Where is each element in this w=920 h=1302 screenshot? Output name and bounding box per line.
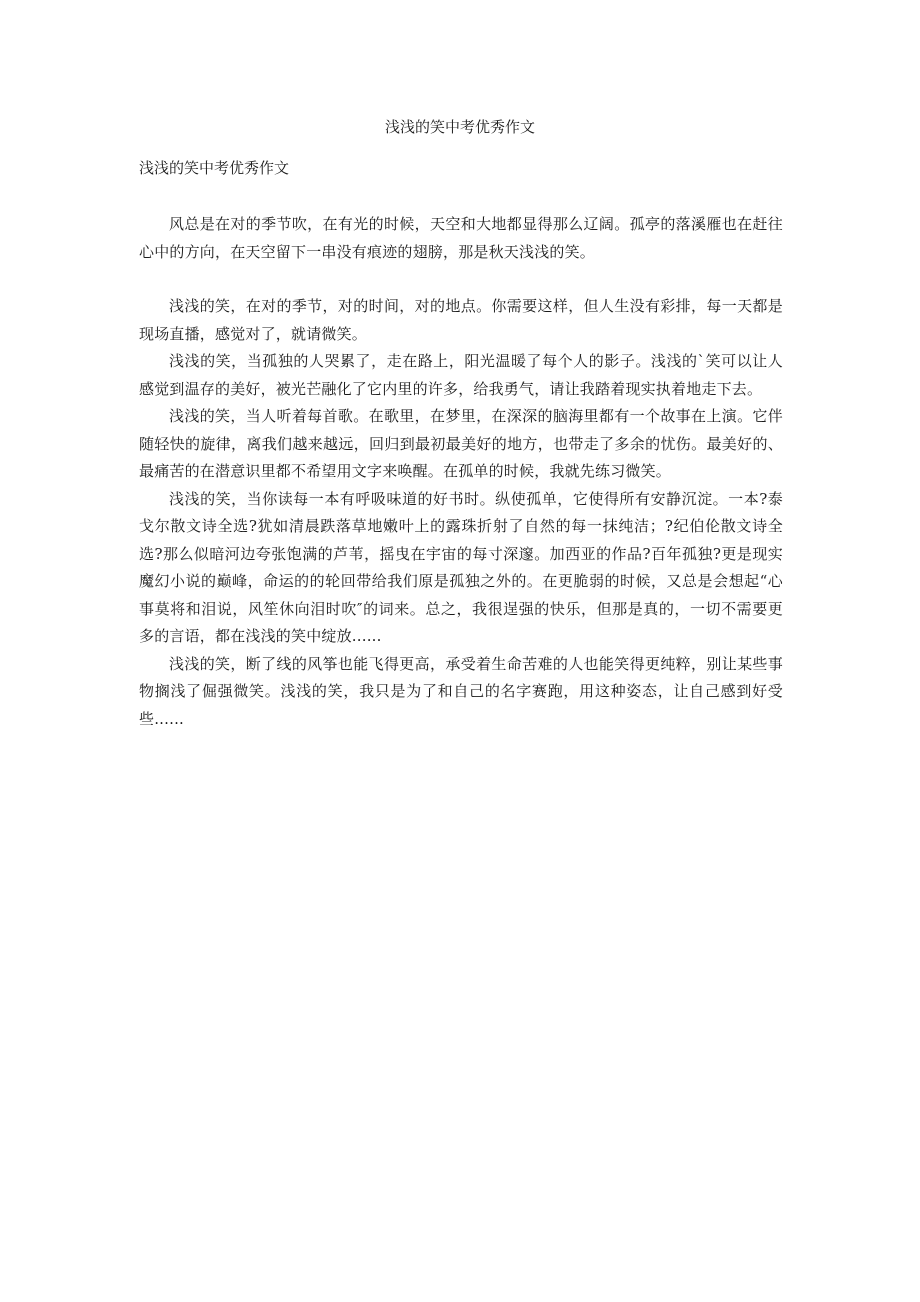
paragraph: 浅浅的笑，在对的季节，对的时间，对的地点。你需要这样，但人生没有彩排，每一天都是现场直播，感觉对了，就请微笑。: [139, 297, 783, 343]
paragraph: 风总是在对的季节吹，在有光的时候，天空和大地都显得那么辽阔。孤亭的落溪雁也在赶往心中的方向，在天空留下一串没有痕迹的翅膀，那是秋天浅浅的笑。: [139, 215, 783, 261]
document-subtitle: 浅浅的笑中考优秀作文: [139, 159, 290, 177]
paragraph: 浅浅的笑，当孤独的人哭累了，走在路上，阳光温暖了每个人的影子。浅浅的`笑可以让人感觉到温存的美好，被光芒融化了它内里的许多，给我勇气，请让我踏着现实执着地走下去。: [139, 352, 783, 398]
document-title: 浅浅的笑中考优秀作文: [384, 118, 535, 136]
essay-body: [139, 211, 783, 733]
paragraph: 浅浅的笑，断了线的风筝也能飞得更高，承受着生命苦难的人也能笑得更纯粹，别让某些事物搁浅了倔强微笑。浅浅的笑，我只是为了和自己的名字赛跑，用这种姿态，让自己感到好受些......: [139, 654, 783, 728]
paragraph: 浅浅的笑，当你读每一本有呼吸味道的好书时。纵使孤单，它使得所有安静沉淀。一本?泰戈尔散文诗全选?犹如清晨跌落草地嫩叶上的露珠折射了自然的每一抹纯洁；?纪伯伦散文诗全选?那么似暗河边夸张饱满的芦苇，摇曳在宇宙的每寸深邃。加西亚的作品?百年孤独?更是现实魔幻小说的巅峰，命运的的轮回带给我们原是孤独之外的。在更脆弱的时候，又总是会想起“心事莫将和泪说，风笙休向泪时吹″的词来。总之，我很逞强的快乐，但那是真的，一切不需要更多的言语，都在浅浅的笑中绽放......: [139, 489, 783, 645]
paragraph: 浅浅的笑，当人听着每首歌。在歌里，在梦里，在深深的脑海里都有一个故事在上演。它伴随轻快的旋律，离我们越来越远，回归到最初最美好的地方，也带走了多余的忧伤。最美好的、最痛苦的在潜意识里都不希望用文字来唤醒。在孤单的时候，我就先练习微笑。: [139, 407, 783, 480]
